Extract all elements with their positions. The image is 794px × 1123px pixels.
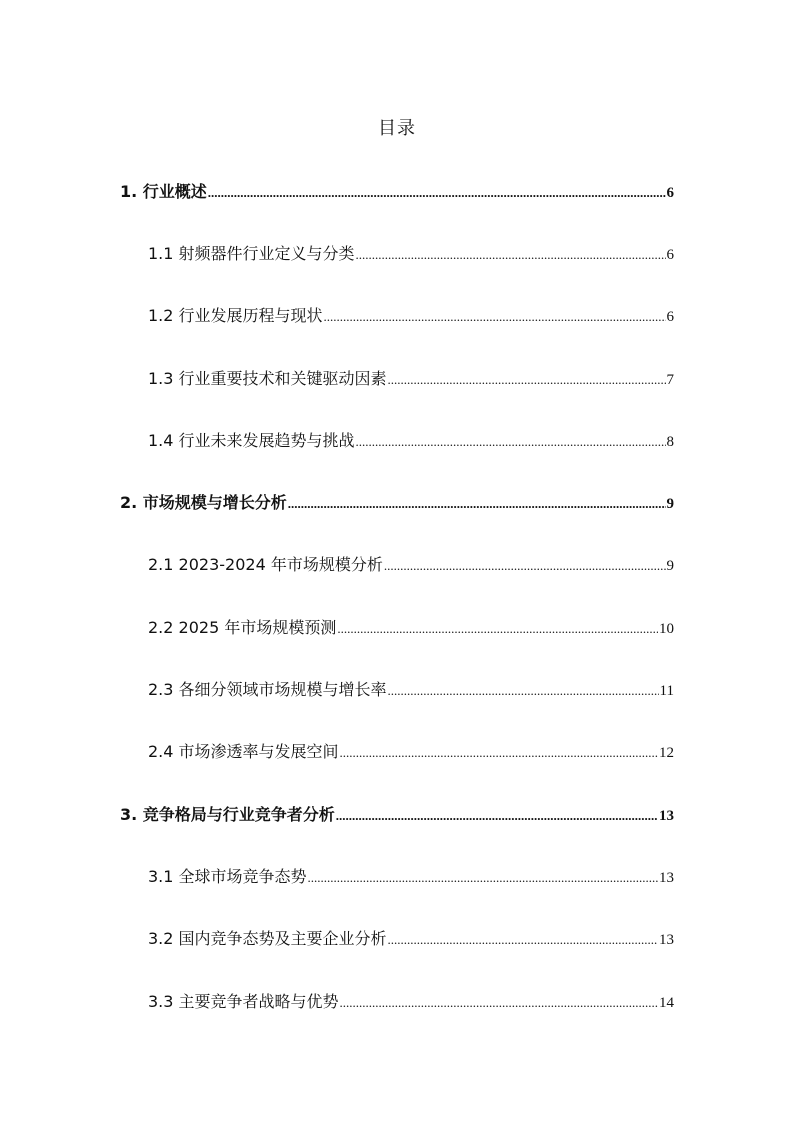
- dot-leader: [340, 991, 658, 1015]
- toc-entry-2[interactable]: [120, 491, 674, 515]
- toc-entry-label: 2. 市场规模与增长分析: [120, 493, 287, 512]
- dot-leader: [336, 804, 658, 828]
- toc-entry-page: 8: [666, 434, 674, 450]
- toc-entry-page: 6: [666, 309, 674, 325]
- toc-entry-label: 3.1 全球市场竞争态势: [148, 867, 307, 886]
- dot-leader: [324, 305, 666, 329]
- dot-leader: [384, 554, 666, 578]
- dot-leader: [208, 181, 666, 205]
- dot-leader: [388, 928, 658, 952]
- toc-entry-page: 13: [659, 932, 674, 948]
- toc-entry-3[interactable]: [120, 803, 674, 827]
- toc-entry-label: 1.3 行业重要技术和关键驱动因素: [148, 369, 387, 388]
- toc-entry-label: 1.1 射频器件行业定义与分类: [148, 244, 355, 263]
- dot-leader: [288, 492, 666, 516]
- toc-entry-2-3[interactable]: [148, 678, 674, 702]
- toc-entry-label: 2.2 2025 年市场规模预测: [148, 618, 337, 637]
- toc-entry-page: 13: [659, 808, 674, 824]
- toc-entry-2-2[interactable]: [148, 616, 674, 640]
- toc-entry-label: 3. 竞争格局与行业竞争者分析: [120, 805, 335, 824]
- toc-entry-3-3[interactable]: [148, 990, 674, 1014]
- toc-entry-page: 13: [659, 870, 674, 886]
- toc-entry-2-4[interactable]: [148, 740, 674, 764]
- toc-entry-page: 7: [666, 372, 674, 388]
- toc-entry-label: 1. 行业概述: [120, 182, 207, 201]
- toc-entry-label: 1.2 行业发展历程与现状: [148, 306, 323, 325]
- toc-entry-1[interactable]: [120, 180, 674, 204]
- dot-leader: [356, 430, 666, 454]
- toc-entry-page: 6: [666, 185, 674, 201]
- toc-entry-label: 3.2 国内竞争态势及主要企业分析: [148, 929, 387, 948]
- toc-entry-label: 1.4 行业未来发展趋势与挑战: [148, 431, 355, 450]
- toc-entry-2-1[interactable]: [148, 553, 674, 577]
- toc-entry-page: 9: [666, 496, 674, 512]
- toc-entry-3-2[interactable]: [148, 927, 674, 951]
- toc-entry-label: 2.4 市场渗透率与发展空间: [148, 742, 339, 761]
- toc-entry-3-1[interactable]: [148, 865, 674, 889]
- toc-entry-page: 6: [666, 247, 674, 263]
- toc-entry-label: 2.3 各细分领域市场规模与增长率: [148, 680, 387, 699]
- toc-entry-page: 14: [659, 995, 674, 1011]
- dot-leader: [308, 866, 658, 890]
- toc-entry-1-3[interactable]: [148, 367, 674, 391]
- toc-entry-page: 11: [659, 683, 674, 699]
- dot-leader: [388, 679, 659, 703]
- toc-entry-1-1[interactable]: [148, 242, 674, 266]
- dot-leader: [337, 617, 658, 641]
- toc-entry-label: 3.3 主要竞争者战略与优势: [148, 992, 339, 1011]
- dot-leader: [340, 741, 658, 765]
- toc-entry-page: 12: [659, 745, 674, 761]
- dot-leader: [388, 368, 666, 392]
- dot-leader: [356, 243, 666, 267]
- toc-entry-page: 10: [659, 621, 674, 637]
- toc-entry-1-4[interactable]: [148, 429, 674, 453]
- toc-title: 目录: [378, 118, 416, 139]
- toc-entry-label: 2.1 2023-2024 年市场规模分析: [148, 555, 383, 574]
- toc-entry-page: 9: [666, 558, 674, 574]
- toc-entry-1-2[interactable]: [148, 304, 674, 328]
